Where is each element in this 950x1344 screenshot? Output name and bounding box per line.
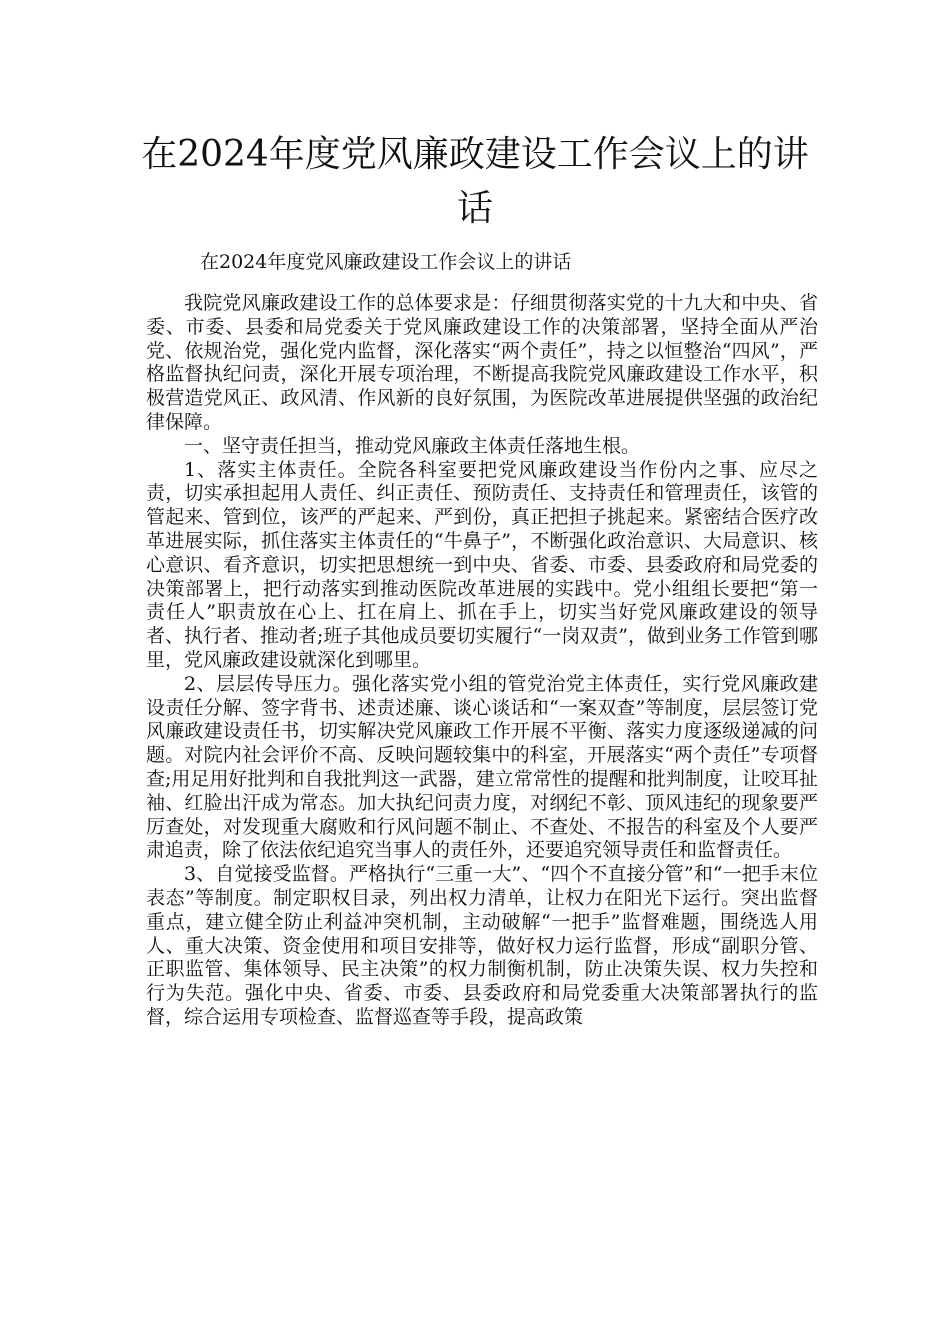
paragraph-1: 1、落实主体责任。全院各科室要把党风廉政建设当作份内之事、应尽之责，切实承担起用人责任、纠正责任、预防责任、支持责任和管理责任，该管的管起来、管到位，该严的严起来、严到份，真正把担子挑起来。紧密结合医疗改革进展实际，抓住落实主体责任的“牛鼻子”，不断强化政治意识、大局意识、核心意识、看齐意识，切实把思想统一到中央、省委、市委、县委政府和局党委的决策部署上，把行动落实到推动医院改革进展的实践中。党小组组长要把“第一责任人”职责放在心上、扛在肩上、抓在手上，切实当好党风廉政建设的领导者、执行者、推动者;班子其他成员要切实履行“一岗双责”，做到业务工作管到哪里，党风廉政建设就深化到哪里。	[146, 458, 818, 671]
paragraph-overview: 我院党风廉政建设工作的总体要求是：仔细贯彻落实党的十九大和中央、省委、市委、县委和局党委关于党风廉政建设工作的决策部署，坚持全面从严治党、依规治党，强化党内监督，深化落实“两个责任”，持之以恒整治“四风”，严格监督执纪问责，深化开展专项治理，不断提高我院党风廉政建设工作水平，积极营造党风正、政风清、作风新的良好氛围，为医院改革进展提供坚强的政治纪律保障。	[146, 292, 818, 433]
section-heading-1: 一、坚守责任担当，推动党风廉政主体责任落地生根。	[184, 434, 641, 457]
paragraph-3: 3、自觉接受监督。严格执行“三重一大”、“四个不直接分管”和“一把手末位表态”等制度。制定职权目录，列出权力清单，让权力在阳光下运行。突出监督重点，建立健全防止利益冲突机制，主动破解“一把手”监督难题，围绕选人用人、重大决策、资金使用和项目安排等，做好权力运行监督，形成“副职分管、正职监管、集体领导、民主决策”的权力制衡机制，防止决策失误、权力失控和行为失范。强化中央、省委、市委、县委政府和局党委重大决策部署执行的监督，综合运用专项检查、监督巡查等手段，提高政策	[146, 863, 818, 1028]
paragraph-2: 2、层层传导压力。强化落实党小组的管党治党主体责任，实行党风廉政建设责任分解、签字背书、述责述廉、谈心谈话和“一案双查”等制度，层层签订党风廉政建设责任书，切实解决党风廉政工作开展不平衡、落实力度逐级递减的问题。对院内社会评价不高、反映问题较集中的科室，开展落实“两个责任”专项督查;用足用好批判和自我批判这一武器，建立常常性的提醒和批判制度，让咬耳扯袖、红脸出汗成为常态。加大执纪问责力度，对纲纪不彰、顶风违纪的现象要严厉查处，对发现重大腐败和行风问题不制止、不查处、不报告的科室及个人要严肃追责，除了依法依纪追究当事人的责任外，还要追究领导责任和监督责任。	[146, 672, 818, 862]
document-title: 在2024年度党风廉政建设工作会议上的讲话	[141, 134, 809, 229]
document-subtitle: 在2024年度党风廉政建设工作会议上的讲话	[200, 251, 572, 273]
document-body	[146, 292, 818, 1030]
